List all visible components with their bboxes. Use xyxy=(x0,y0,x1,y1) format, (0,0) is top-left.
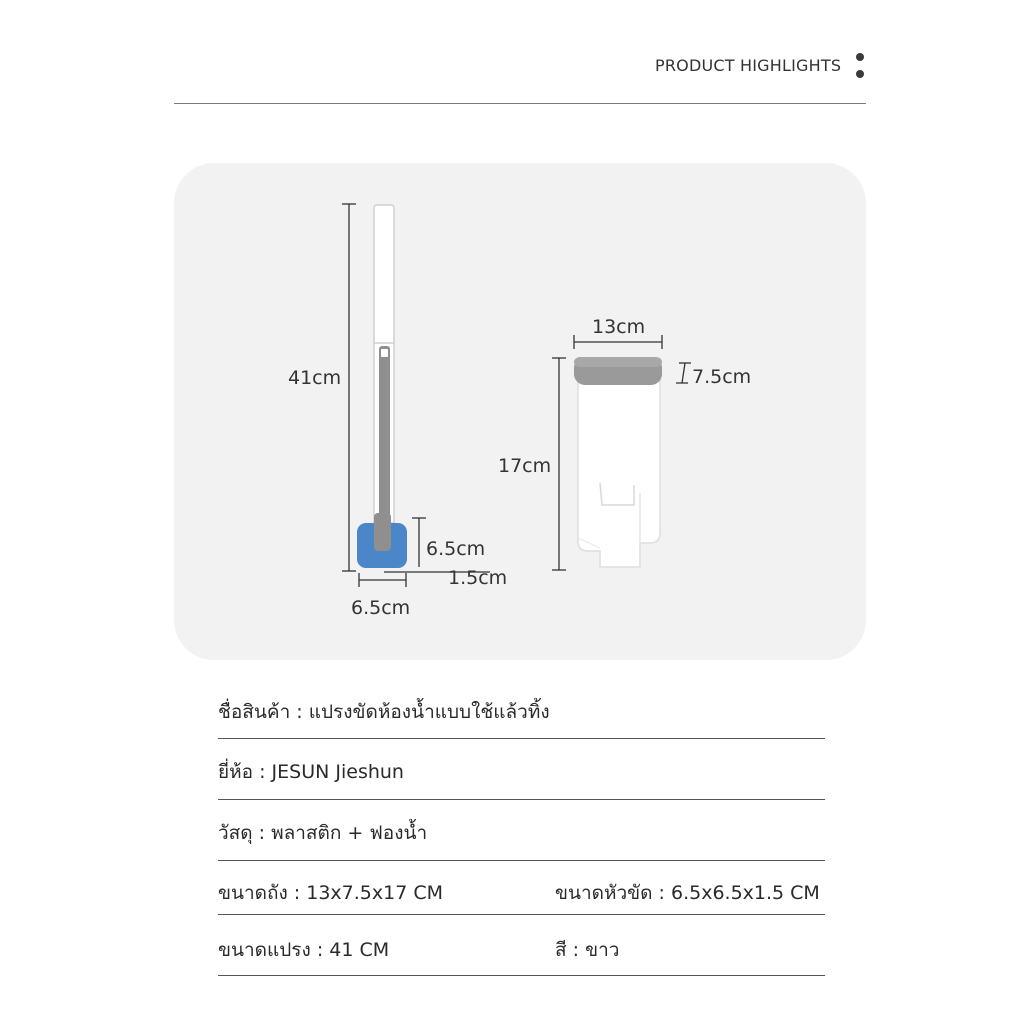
head-height-label: 6.5cm xyxy=(426,538,486,560)
holder-height-label: 17cm xyxy=(498,455,552,477)
header-divider xyxy=(174,103,866,104)
spec-head-size: ขนาดหัวขัด : 6.5x6.5x1.5 CM xyxy=(555,882,820,904)
holder-width-dimension xyxy=(574,316,662,349)
spec-brand: ยี่ห้อ : JESUN Jieshun xyxy=(218,761,404,783)
spec-row xyxy=(218,861,825,915)
spec-row xyxy=(218,680,825,739)
holder-height-dimension xyxy=(498,358,566,570)
holder-width-label: 13cm xyxy=(592,316,646,338)
spec-color: สี : ขาว xyxy=(555,939,620,961)
head-width-label: 6.5cm xyxy=(351,597,411,619)
spec-row xyxy=(218,800,825,861)
brush-length-dimension xyxy=(288,204,356,571)
menu-dots-icon xyxy=(856,53,866,83)
spec-table xyxy=(218,680,825,976)
head-thickness-label: 1.5cm xyxy=(448,567,508,589)
toilet-brush-image xyxy=(357,205,407,568)
brush-length-label: 41cm xyxy=(288,367,342,389)
spec-product-name: ชื่อสินค้า : แปรงขัดห้องน้ำแบบใช้แล้วทิ้ง xyxy=(218,701,550,723)
product-illustration xyxy=(174,163,866,660)
brush-holder-image xyxy=(574,357,662,567)
holder-lid-dimension xyxy=(676,363,751,388)
head-thickness-dimension xyxy=(384,567,507,589)
holder-lid-label: 7.5cm xyxy=(692,366,752,388)
spec-row xyxy=(218,739,825,800)
spec-bucket-size: ขนาดถัง : 13x7.5x17 CM xyxy=(218,882,444,904)
spec-material: วัสดุ : พลาสติก + ฟองน้ำ xyxy=(218,822,428,844)
spec-row xyxy=(218,915,825,976)
spec-brush-size: ขนาดแปรง : 41 CM xyxy=(218,939,390,961)
product-dimensions-panel xyxy=(174,163,866,660)
head-width-dimension xyxy=(351,573,410,619)
header-label: PRODUCT HIGHLIGHTS xyxy=(655,56,842,75)
head-height-dimension xyxy=(412,518,485,567)
